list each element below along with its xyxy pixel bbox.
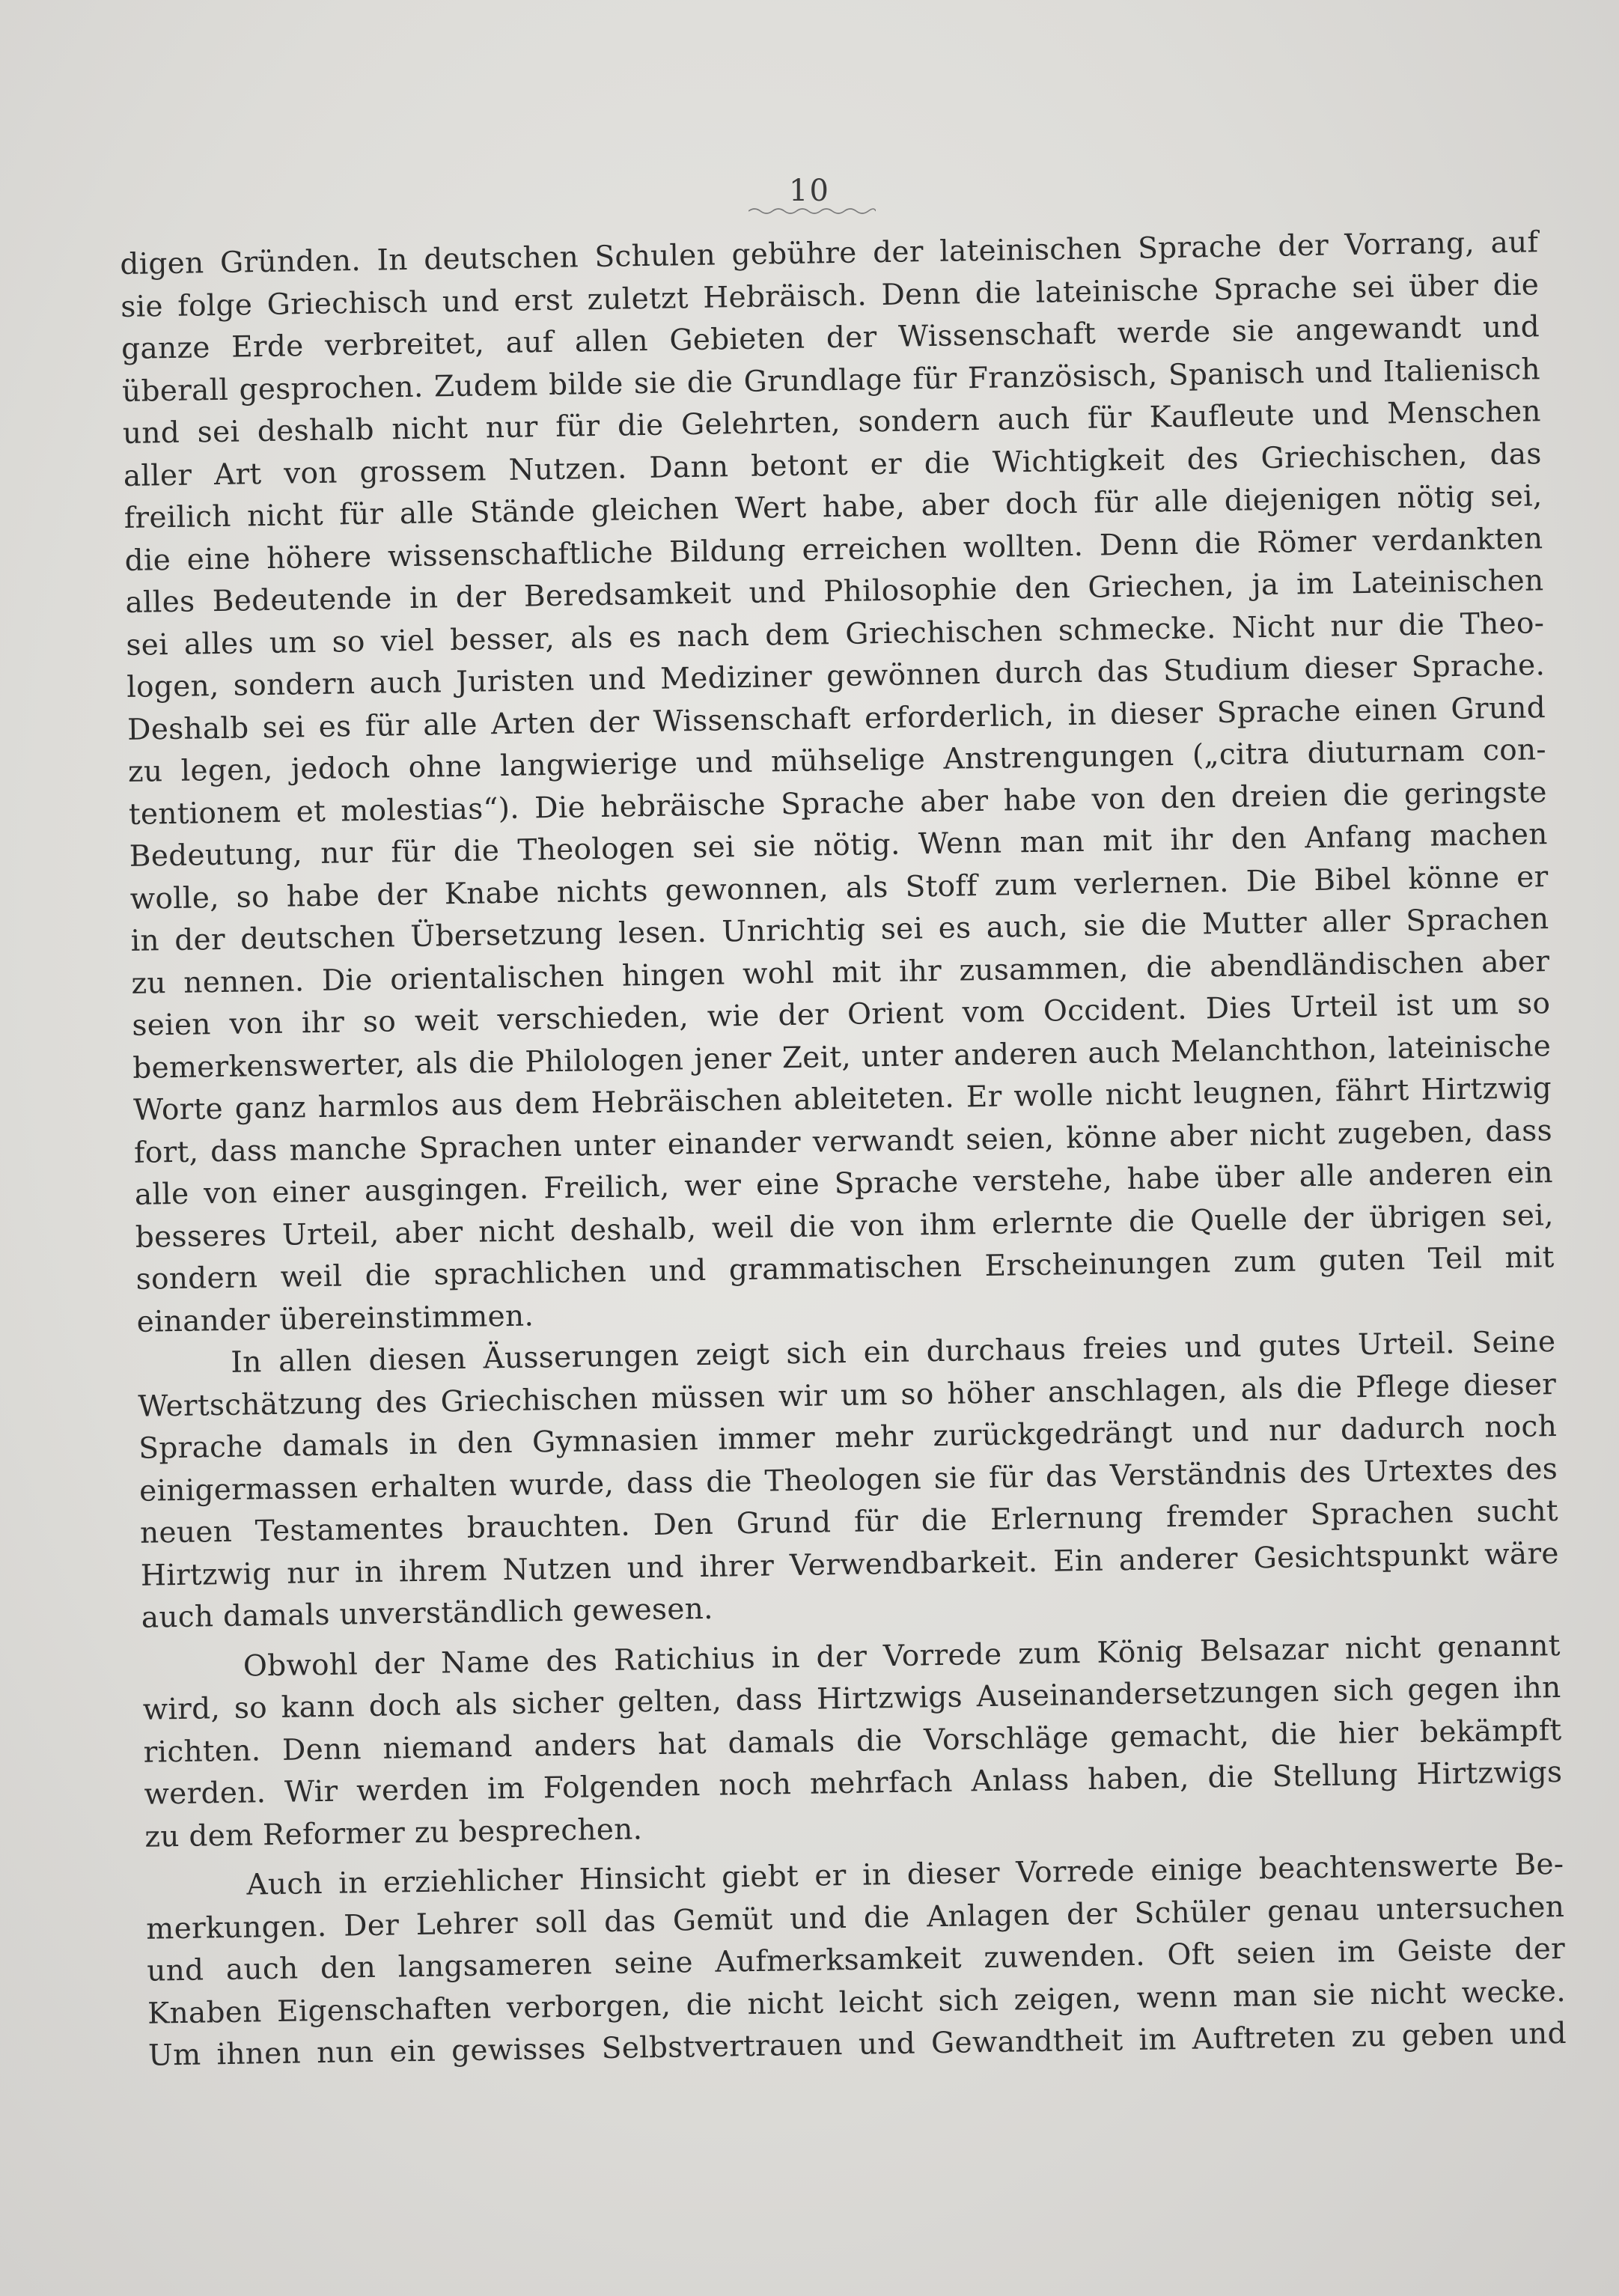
text-line: Deshalb sei es für alle Arten der Wissenschaft erforderlich, in dieser Sprache einen Grund	[126, 690, 1546, 747]
text-line: zu dem Reformer zu besprechen.	[144, 1812, 643, 1854]
text-line: einander übereinstimmen.	[136, 1298, 534, 1339]
text-line: logen, sondern auch Juristen und Mediziner gewönnen durch das Studium dieser Sprache.	[126, 648, 1546, 704]
text-line: Worte ganz harmlos aus dem Hebräischen ableiteten. Er wolle nicht leugnen, fährt Hirtzwig	[132, 1071, 1552, 1127]
text-line: Hirtzwig nur in ihrem Nutzen und ihrer Verwendbarkeit. Ein anderer Gesichtspunkt wäre	[140, 1536, 1560, 1593]
text-line: Sprache damals in den Gymnasien immer mehr zurückgedrängt und nur dadurch noch	[138, 1410, 1558, 1466]
text-line: Wertschätzung des Griechischen müssen wir um so höher anschlagen, als die Pflege dieser	[138, 1367, 1557, 1424]
paragraph-first-line: Auch in erziehlicher Hinsicht giebt er in dieser Vorrede einige beachtenswerte Be-	[246, 1847, 1564, 1902]
paragraph-first-line: Obwohl der Name des Ratichius in der Vorrede zum König Belsazar nicht genannt	[243, 1628, 1561, 1684]
text-line: einigermassen erhalten wurde, dass die Theologen sie für das Verständnis des Urtextes des	[138, 1452, 1558, 1508]
text-line: aller Art von grossem Nutzen. Dann betont er die Wichtigkeit des Griechischen, das	[123, 436, 1542, 493]
text-line: freilich nicht für alle Stände gleichen Wert habe, aber doch für alle diejenigen nötig sei,	[124, 479, 1543, 535]
text-line: digen Gründen. In deutschen Schulen gebühre der lateinischen Sprache der Vorrang, auf	[120, 225, 1539, 281]
text-line: neuen Testamentes brauchten. Den Grund für die Erlernung fremder Sprachen sucht	[139, 1494, 1559, 1550]
text-line: sondern weil die sprachlichen und grammatischen Erscheinungen zum guten Teil mit	[135, 1240, 1555, 1297]
text-line: fort, dass manche Sprachen unter einander verwandt seien, könne aber nicht zugeben, dass	[133, 1113, 1553, 1170]
text-line: und auch den langsameren seine Aufmerksamkeit zuwenden. Oft seien im Geiste der	[146, 1931, 1566, 1988]
text-line: bemerkenswerter, als die Philologen jener Zeit, unter anderen auch Melanchthon, lateinische	[132, 1029, 1552, 1085]
paragraph-first-line: In allen diesen Äusserungen zeigt sich ein durchaus freies und gutes Urteil. Seine	[231, 1325, 1556, 1380]
text-line: wolle, so habe der Knabe nichts gewonnen, als Stoff zum verlernen. Die Bibel könne er	[129, 859, 1549, 916]
body-text	[120, 222, 1567, 2077]
text-line: Um ihnen nun ein gewisses Selbstvertrauen und Gewandtheit im Auftreten zu geben und	[147, 2016, 1567, 2073]
page-number: 10	[789, 174, 830, 208]
text-line: Knaben Eigenschaften verborgen, die nicht leicht sich zeigen, wenn man sie nicht wecke.	[147, 1974, 1567, 2031]
text-line: zu nennen. Die orientalischen hingen wohl mit ihr zusammen, die abendländischen aber	[131, 944, 1550, 1001]
text-line: zu legen, jedoch ohne langwierige und mühselige Anstrengungen („citra diuturnam con-	[127, 733, 1547, 789]
text-line: besseres Urteil, aber nicht deshalb, weil die von ihm erlernte die Quelle der übrigen sei,	[135, 1198, 1554, 1255]
page-number-ornament	[748, 207, 876, 216]
text-line: seien von ihr so weit verschieden, wie der Orient vom Occident. Dies Urteil ist um so	[132, 987, 1551, 1043]
text-line: sei alles um so viel besser, als es nach dem Griechischen schmecke. Nicht nur die Theo-	[126, 606, 1545, 663]
text-line: und sei deshalb nicht nur für die Gelehrten, sondern auch für Kaufleute und Menschen	[122, 395, 1542, 451]
text-line: ganze Erde verbreitet, auf allen Gebieten der Wissenschaft werde sie angewandt und	[121, 310, 1540, 366]
text-line: überall gesprochen. Zudem bilde sie die Grundlage für Französisch, Spanisch und Italienisch	[121, 352, 1541, 409]
text-line: richten. Denn niemand anders hat damals die Vorschläge gemacht, die hier bekämpft	[143, 1713, 1562, 1770]
text-line: die eine höhere wissenschaftliche Bildung erreichen wollten. Denn die Römer verdankten	[124, 521, 1543, 578]
text-line: tentionem et molestias“). Die hebräische Sprache aber habe von den dreien die geringste	[128, 775, 1548, 832]
text-line: werden. Wir werden im Folgenden noch mehrfach Anlass haben, die Stellung Hirtzwigs	[144, 1755, 1563, 1812]
text-line: wird, so kann doch als sicher gelten, dass Hirtzwigs Auseinandersetzungen sich gegen ihn	[142, 1670, 1561, 1727]
text-line: merkungen. Der Lehrer soll das Gemüt und die Anlagen der Schüler genau untersuchen	[146, 1890, 1565, 1946]
text-line: alles Bedeutende in der Beredsamkeit und Philosophie den Griechen, ja im Lateinischen	[125, 564, 1544, 620]
text-line: Bedeutung, nur für die Theologen sei sie nötig. Wenn man mit ihr den Anfang machen	[129, 817, 1548, 874]
text-line: in der deutschen Übersetzung lesen. Unrichtig sei es auch, sie die Mutter aller Sprachen	[130, 902, 1549, 958]
text-line: auch damals unverständlich gewesen.	[141, 1592, 714, 1635]
text-line: sie folge Griechisch und erst zuletzt Hebräisch. Denn die lateinische Sprache sei über die	[120, 267, 1540, 324]
text-line: alle von einer ausgingen. Freilich, wer eine Sprache verstehe, habe über alle anderen ein	[134, 1156, 1554, 1212]
